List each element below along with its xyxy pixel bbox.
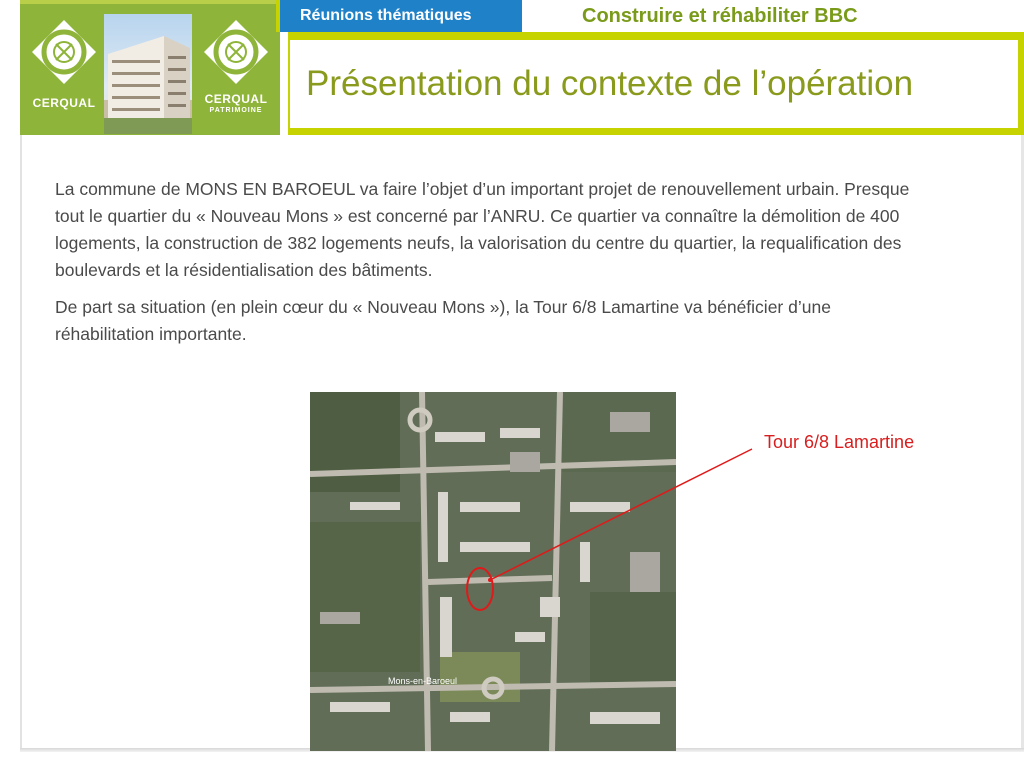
title-band	[288, 32, 1024, 135]
cerqual-patrimoine-logo-subword: PATRIMOINE	[209, 107, 263, 114]
paragraph-context: La commune de MONS EN BAROEUL va faire l’objet d’un important projet de renouvellement urbain. Presque tout le quartier du « Nouveau Mons » est concerné par l’ANRU. Ce quartier va connaître la démolition de 400 logements, la construction de 382 logements neufs, la valorisation du centre du quartier, la requalification des boulevards et la résidentialisation des bâtiments.	[55, 179, 910, 280]
header-tab-construire-label: Construire et réhabiliter BBC	[582, 4, 858, 27]
frame-left-edge	[20, 135, 22, 750]
building-photo	[104, 14, 192, 134]
cerqual-emblem-icon	[28, 16, 100, 98]
cerqual-patrimoine-emblem-icon	[200, 16, 272, 98]
title-box	[290, 40, 1018, 128]
body-text	[55, 176, 925, 358]
header-tab-construire	[522, 0, 1024, 32]
cerqual-logo	[28, 16, 100, 116]
header-tab-reunions-label: Réunions thématiques	[300, 7, 472, 24]
map-place-label: Mons-en-Baroeul	[388, 676, 458, 686]
header-tab-reunions	[278, 0, 522, 32]
paragraph-situation: De part sa situation (en plein cœur du « Nouveau Mons »), la Tour 6/8 Lamartine va bénéficier d’une réhabilitation importante.	[55, 297, 831, 344]
cerqual-logo-word: CERQUAL	[32, 96, 96, 110]
logo-panel	[20, 0, 280, 135]
callout-label: Tour 6/8 Lamartine	[764, 432, 915, 452]
cerqual-patrimoine-logo	[200, 16, 272, 116]
aerial-map-photo	[310, 392, 676, 751]
cerqual-patrimoine-logo-word: CERQUAL	[204, 92, 268, 106]
page-title: Présentation du contexte de l’opération	[306, 64, 914, 103]
